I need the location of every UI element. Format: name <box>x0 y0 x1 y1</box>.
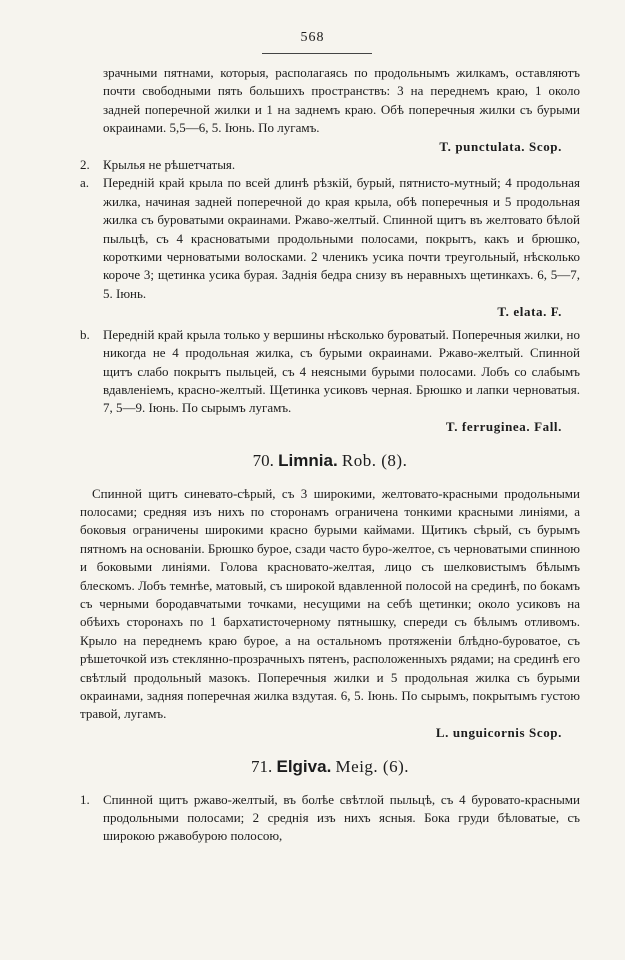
key-item-71-1 <box>80 791 580 846</box>
genus-number: 70. <box>252 451 274 471</box>
genus-name: Limnia. <box>278 451 338 471</box>
genus-description: Спинной щитъ синевато-сѣрый, съ 3 широкими, желтовато-красными продольными полосами; средняя изъ нихъ по сторонамъ ограничена тонкими красными линіями, а боковыя ограничены широкими красно бурыми каймами. Щитикъ сѣрый, съ бурымъ пятномъ на основаніи. Брюшко бурое, сзади часто буро-желтое, съ черноватыми спинною и боковыми линіями. Голова красновато-желтая, лицо съ шелковистымъ бѣлымъ блескомъ. Лобъ темнѣе, матовый, съ широкой вдавленной полосой на срединѣ, по бокамъ съ черными бородавчатыми точками, несущими на себѣ щетинки; около усиковъ на обѣихъ сторонахъ по 1 бархатисточерному пятнышку, спереди съ бѣлымъ отливомъ. Крыло на переднемъ краю бурое, а на остальномъ протяженіи блѣдно-буроватое, съ рѣшеточкой изъ стеклянно-прозрачныхъ пятенъ, расположенныхъ рядами; на срединѣ его свѣтлый продольный мазокъ. Поперечныя жилки и 5 продольная жилка съ бурыми окраинами, задняя поперечная жилка вздутая. 6, 5. Іюнь. По сырымъ, покрытымъ густою травой, лугамъ. <box>80 485 580 722</box>
genus-heading-limnia <box>80 452 580 470</box>
item-marker: 1. <box>80 791 90 807</box>
genus-name: Elgiva. <box>276 757 332 777</box>
item-text: Передній край крыла только у вершины нѣсколько буроватый. Поперечныя жилки, но никогда не 4 продольная жилка, съ бурыми окраинами. Ржаво-желтый. Спинной щитъ слабо покрытъ пыльцей, съ 4 неясными бурыми полосами. Лобъ со слабымъ вдавленіемъ, красно-желтый. Щетинка усиковъ черная. Брюшко и лапки черноватыя. 7, 5—9. Іюнь. По сырымъ лугамъ. <box>103 326 580 416</box>
item-text: Передній край крыла по всей длинѣ рѣзкій, бурый, пятнисто-мутный; 4 продольная жилка, начиная задней поперечной до края крыла, обѣ поперечныя и 5 продольная жилка съ буроватыми окраинами. Ржаво-желтый. Спинной щитъ въ желтовато бѣлой пыльцѣ, съ 4 красноватыми продольными полосами, покрытъ, какъ и брюшко, короткими черноватыми волосками. 2 членикъ усика почти треугольный, нѣсколько короче 3; щетинка усика бурая. Заднія бедра снизу въ неравныхъ щетинкахъ. 6, 5—7, 5. Іюнь. <box>103 175 580 301</box>
item-marker: 2. <box>80 157 90 173</box>
key-item-a <box>80 174 580 303</box>
genus-author: Rob. (8). <box>341 451 408 471</box>
species-signature: T. elata. F. <box>497 304 562 320</box>
item-marker: b. <box>80 326 90 342</box>
item-text: Спинной щитъ ржаво-желтый, въ болѣе свѣтлой пыльцѣ, съ 4 буровато-красными продольными полосами; 2 среднія изъ нихъ ясныя. Бока груди бѣловатые, съ широкою ржавобурою полосою, <box>103 791 580 844</box>
genus-number: 71. <box>250 757 273 777</box>
page-number-rule <box>262 53 372 54</box>
species-signature: L. unguicornis Scop. <box>435 724 562 740</box>
page-content <box>80 64 580 846</box>
key-item-2 <box>80 156 580 174</box>
item-text: Крылья не рѣшетчатыя. <box>103 157 236 173</box>
item-marker: a. <box>80 175 90 191</box>
page-number: 568 <box>300 30 325 45</box>
species-signature: T. ferruginea. Fall. <box>445 418 562 434</box>
species-signature: T. punctulata. Scop. <box>439 138 562 154</box>
paragraph-text: зрачными пятнами, которыя, располагаясь по продольнымъ жилкамъ, оставляютъ почти свободными пять большихъ пространствъ: 3 на переднемъ краю, 1 около задней поперечной жилки и 1 на заднемъ краю. Обѣ поперечныя жилки съ бурыми окраинами. 5,5—6, 5. Іюнь. По лугамъ. <box>103 65 580 136</box>
genus-heading-elgiva <box>80 758 580 776</box>
key-item-b <box>80 326 580 418</box>
entry-punctulata-continuation <box>80 64 580 156</box>
genus-author: Meig. (6). <box>335 757 410 777</box>
